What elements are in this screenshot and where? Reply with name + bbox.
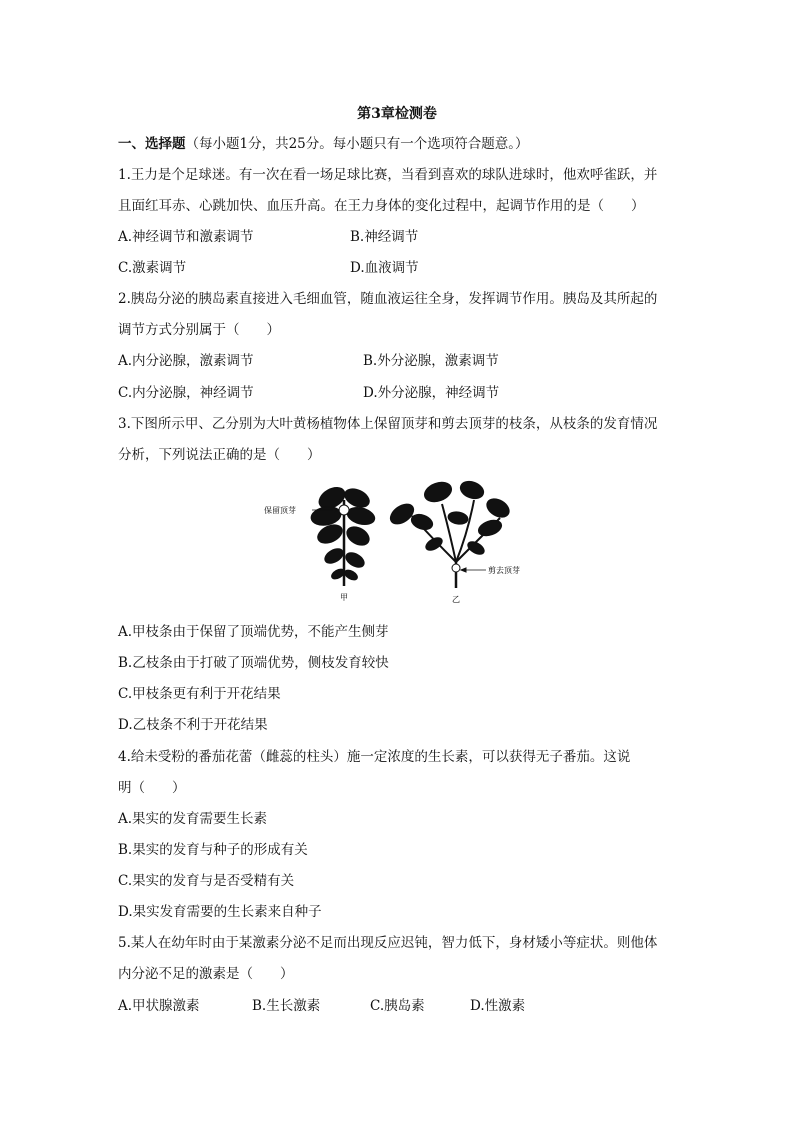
q1-stem-line2: 且面红耳赤、心跳加快、血压升高。在王力身体的变化过程中，起调节作用的是（ ） — [118, 198, 645, 214]
q2-option-a: A.内分泌腺，激素调节 — [118, 353, 254, 369]
q5-option-d: D.性激素 — [470, 998, 526, 1014]
label-jia: 甲 — [340, 593, 348, 602]
plant-branches-figure — [262, 478, 542, 604]
q3-option-d: D.乙枝条不利于开花结果 — [118, 717, 268, 733]
q4-option-a: A.果实的发育需要生长素 — [118, 811, 268, 827]
q5-option-a: A.甲状腺激素 — [118, 998, 200, 1014]
q4-option-b: B.果实的发育与种子的形成有关 — [118, 842, 308, 858]
q1-option-d: D.血液调节 — [350, 260, 419, 276]
label-yi: 乙 — [452, 595, 460, 604]
section-heading: 一、选择题 — [118, 136, 186, 152]
q3-option-c: C.甲枝条更有利于开花结果 — [118, 686, 281, 702]
q4-option-c: C.果实的发育与是否受精有关 — [118, 873, 295, 889]
q1-option-a: A.神经调节和激素调节 — [118, 229, 254, 245]
q4-option-d: D.果实发育需要的生长素来自种子 — [118, 904, 322, 920]
q3-option-b: B.乙枝条由于打破了顶端优势，侧枝发育较快 — [118, 655, 389, 671]
q3-stem-line2: 分析，下列说法正确的是（ ） — [118, 447, 321, 463]
q5-option-b: B.生长激素 — [252, 998, 321, 1014]
q1-option-c: C.激素调节 — [118, 260, 187, 276]
q5-option-c: C.胰岛素 — [370, 998, 425, 1014]
q1-stem-line1: 1.王力是个足球迷。有一次在看一场足球比赛，当看到喜欢的球队进球时，他欢呼雀跃，并 — [118, 167, 658, 183]
q2-option-c: C.内分泌腺，神经调节 — [118, 385, 254, 401]
q5-stem-line1: 5.某人在幼年时由于某激素分泌不足而出现反应迟钝，智力低下，身材矮小等症状。则他体 — [118, 935, 658, 951]
q3-stem-line1: 3.下图所示甲、乙分别为大叶黄杨植物体上保留顶芽和剪去顶芽的枝条，从枝条的发育情况 — [118, 416, 658, 432]
q2-stem-line2: 调节方式分别属于（ ） — [118, 322, 280, 338]
label-keep-apical-bud: 保留顶芽 — [264, 506, 296, 515]
label-cut-apical-bud: 剪去顶芽 — [488, 566, 520, 575]
section-note: （每小题1分，共25分。每小题只有一个选项符合题意。） — [185, 136, 529, 152]
plant-jia-illustration — [310, 483, 377, 586]
q2-option-b: B.外分泌腺，激素调节 — [363, 353, 499, 369]
q2-stem-line1: 2.胰岛分泌的胰岛素直接进入毛细血管，随血液运往全身，发挥调节作用。胰岛及其所起的 — [118, 291, 658, 307]
section-heading-line — [118, 134, 678, 154]
q4-stem-line2: 明（ ） — [118, 780, 186, 796]
q2-option-d: D.外分泌腺，神经调节 — [363, 385, 500, 401]
q4-stem-line1: 4.给未受粉的番茄花蕾（雌蕊的柱头）施一定浓度的生长素，可以获得无子番茄。这说 — [118, 749, 631, 765]
page-title: 第3章检测卷 — [357, 106, 437, 122]
q1-option-b: B.神经调节 — [350, 229, 419, 245]
q5-stem-line2: 内分泌不足的激素是（ ） — [118, 966, 294, 982]
q3-option-a: A.甲枝条由于保留了顶端优势，不能产生侧芽 — [118, 624, 389, 640]
